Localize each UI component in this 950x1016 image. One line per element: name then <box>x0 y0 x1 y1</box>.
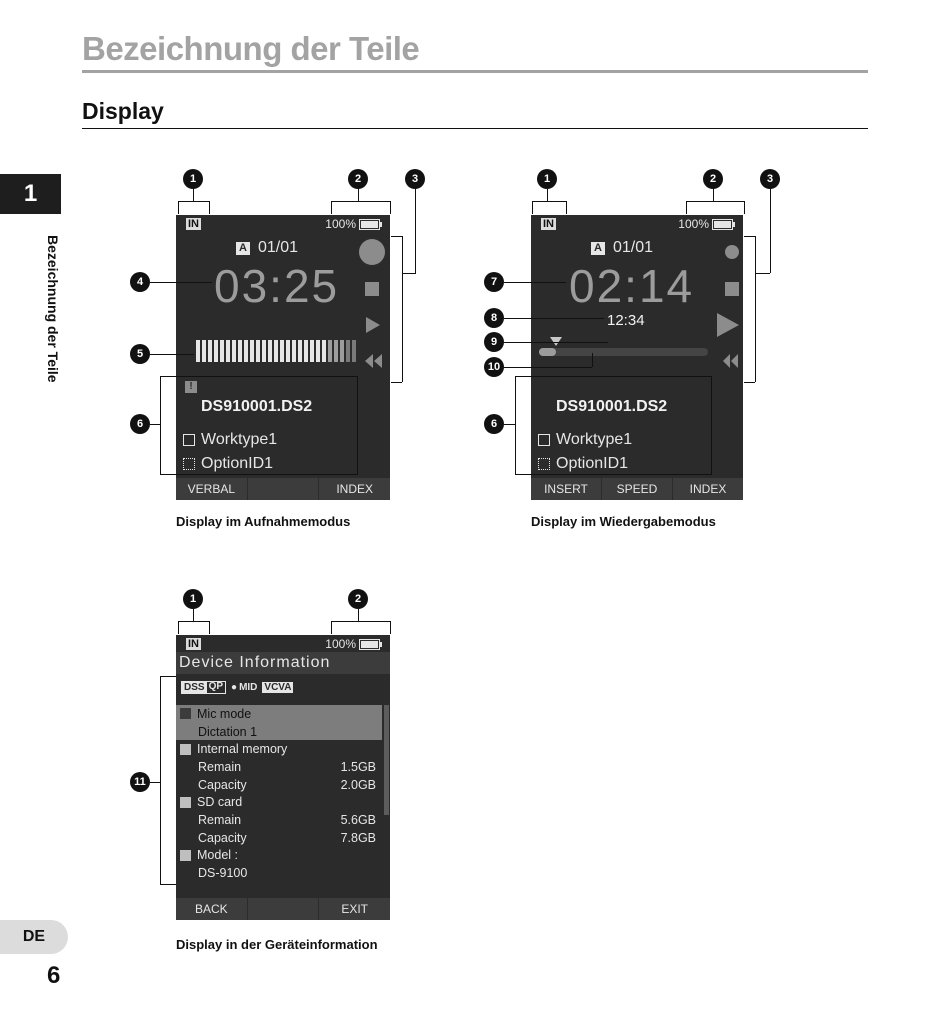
device-info-caption: Display in der Geräteinformation <box>176 937 378 952</box>
dss-badge: DSS <box>184 682 205 693</box>
row-value: 2.0GB <box>340 777 376 792</box>
callout-2-leader <box>358 609 359 621</box>
row-label: Remain <box>198 759 242 774</box>
battery-status <box>325 217 380 231</box>
softkey-index[interactable]: INDEX <box>689 482 727 496</box>
callout-6-leader <box>504 424 515 425</box>
rewind-icon <box>722 353 740 369</box>
callout-4: 4 <box>130 272 150 292</box>
row-label: Capacity <box>198 830 247 845</box>
file-count: 01/01 <box>258 239 299 256</box>
softkey-exit[interactable]: EXIT <box>341 902 369 916</box>
callout-9-leader <box>504 342 608 343</box>
device-info-row[interactable] <box>176 705 382 723</box>
row-label: Internal memory <box>197 742 288 757</box>
row-label: SD card <box>197 795 243 810</box>
scrollbar[interactable] <box>384 705 389 815</box>
mic-icon: ● <box>231 682 238 693</box>
device-info-list[interactable] <box>176 705 382 882</box>
callout-3: 3 <box>405 169 425 189</box>
callout-6-leader <box>150 424 160 425</box>
row-label: Remain <box>198 812 242 827</box>
callout-11-bracket <box>160 676 161 884</box>
callout-2: 2 <box>348 169 368 189</box>
worktype-label: Worktype1 <box>201 431 278 448</box>
battery-icon <box>712 219 733 230</box>
device-info-row[interactable] <box>176 758 382 776</box>
bullet-square-icon <box>180 797 191 808</box>
callout-1: 1 <box>183 589 203 609</box>
file-number <box>591 239 653 257</box>
record-caption: Display im Aufnahmemodus <box>176 514 351 529</box>
file-length: 12:34 <box>607 312 645 329</box>
callout-1-bracket <box>178 201 210 214</box>
callout-4-leader <box>150 282 212 283</box>
callout-3-bottom <box>744 382 755 383</box>
callout-1-leader <box>193 189 194 201</box>
callout-11: 11 <box>130 772 150 792</box>
filename: DS910001.DS2 <box>201 398 313 415</box>
side-chapter-label: Bezeichnung der Teile <box>45 235 61 383</box>
row-value: 7.8GB <box>340 830 376 845</box>
vcva-badge: VCVA <box>264 682 292 693</box>
bullet-square-icon <box>180 708 191 719</box>
callout-3-bracket <box>755 236 756 382</box>
callout-1: 1 <box>183 169 203 189</box>
callout-3-top <box>391 236 402 237</box>
battery-status <box>325 637 380 651</box>
callout-1-bracket <box>178 621 210 634</box>
device-info-row[interactable] <box>176 723 382 741</box>
battery-percent: 100% <box>678 217 709 231</box>
language-tab: DE <box>0 920 68 954</box>
stop-icon <box>365 282 379 296</box>
bullet-square-icon <box>180 744 191 755</box>
status-badges <box>181 681 293 694</box>
option-label: OptionID1 <box>556 455 629 472</box>
progress-bar[interactable] <box>539 348 708 356</box>
callout-11-bottom <box>160 884 176 885</box>
in-indicator: IN <box>188 218 199 230</box>
device-info-row[interactable] <box>176 847 382 865</box>
callout-9: 9 <box>484 332 504 352</box>
callout-7-leader <box>504 282 566 283</box>
battery-status <box>678 217 733 231</box>
callout-8-leader <box>504 318 604 319</box>
callout-1-leader <box>547 189 548 201</box>
softkey-bar <box>531 478 743 500</box>
callout-11-top <box>160 676 176 677</box>
softkey-bar <box>176 478 390 500</box>
option-label: OptionID1 <box>201 455 274 472</box>
callout-6: 6 <box>484 414 504 434</box>
callout-3-tick <box>402 273 416 274</box>
record-icon <box>359 239 385 265</box>
callout-7: 7 <box>484 272 504 292</box>
device-info-row[interactable] <box>176 776 382 794</box>
battery-icon <box>359 639 380 650</box>
callout-1-bracket <box>532 201 567 214</box>
battery-percent: 100% <box>325 637 356 651</box>
callout-3-top <box>744 236 755 237</box>
bullet-square-icon <box>180 850 191 861</box>
row-label: DS-9100 <box>198 866 248 881</box>
page-number: 6 <box>47 962 61 989</box>
worktype-label: Worktype1 <box>556 431 633 448</box>
recording-level-meter <box>196 340 356 362</box>
battery-icon <box>359 219 380 230</box>
rewind-icon <box>364 353 386 369</box>
page-title: Bezeichnung der Teile <box>82 30 420 67</box>
callout-10-riser <box>592 353 593 367</box>
stop-icon <box>725 282 739 296</box>
callout-3-bottom <box>391 382 402 383</box>
softkey-bar <box>176 898 390 920</box>
filename: DS910001.DS2 <box>556 398 668 415</box>
callout-2-leader <box>713 189 714 201</box>
warning-icon: ! <box>185 381 197 393</box>
row-value: 5.6GB <box>340 812 376 827</box>
softkey-verbal[interactable]: VERBAL <box>176 478 248 500</box>
device-info-row[interactable] <box>176 829 382 847</box>
chapter-number: 1 <box>0 174 61 214</box>
callout-3-tick <box>755 273 770 274</box>
play-icon <box>366 317 380 333</box>
record-icon <box>725 245 739 259</box>
folder-badge: A <box>236 242 250 255</box>
playback-time: 02:14 <box>569 260 695 312</box>
device-info-row[interactable] <box>176 740 382 758</box>
play-icon <box>717 313 739 337</box>
callout-5-leader <box>150 354 194 355</box>
row-value: 1.5GB <box>340 759 376 774</box>
callout-2-bracket <box>686 201 745 214</box>
callout-5: 5 <box>130 344 150 364</box>
section-rule <box>82 128 868 129</box>
callout-2: 2 <box>348 589 368 609</box>
in-indicator: IN <box>188 638 199 650</box>
recording-time: 03:25 <box>214 260 340 312</box>
battery-percent: 100% <box>325 217 356 231</box>
softkey-index[interactable]: INDEX <box>336 482 374 496</box>
callout-1-leader <box>193 609 194 621</box>
callout-3-bracket <box>402 236 403 382</box>
callout-2-bracket <box>331 621 391 634</box>
section-title: Display <box>82 98 164 124</box>
row-label: Model : <box>197 848 238 863</box>
device-info-row[interactable] <box>176 793 382 811</box>
folder-badge: A <box>591 242 605 255</box>
callout-1: 1 <box>537 169 557 189</box>
row-label: Mic mode <box>197 706 252 721</box>
row-label: Dictation 1 <box>198 724 258 739</box>
callout-10-leader <box>504 367 592 368</box>
softkey-middle[interactable] <box>248 898 320 920</box>
device-info-header: Device Information <box>176 652 390 674</box>
qp-badge: QP <box>208 681 224 692</box>
callout-2: 2 <box>703 169 723 189</box>
callout-3-leader <box>770 189 771 273</box>
playback-caption: Display im Wiedergabemodus <box>531 514 716 529</box>
callout-3: 3 <box>760 169 780 189</box>
softkey-speed[interactable]: SPEED <box>602 478 673 500</box>
device-info-row[interactable] <box>176 811 382 829</box>
callout-6: 6 <box>130 414 150 434</box>
title-rule <box>82 70 868 73</box>
file-count: 01/01 <box>613 239 654 256</box>
callout-3-leader <box>415 189 416 273</box>
callout-2-leader <box>358 189 359 201</box>
mic-sensitivity <box>231 682 257 693</box>
device-info-row[interactable] <box>176 864 382 882</box>
callout-6-box <box>515 376 712 475</box>
callout-6-box <box>160 376 358 475</box>
device-info-display <box>176 635 390 920</box>
softkey-middle[interactable] <box>248 478 320 500</box>
softkey-insert[interactable]: INSERT <box>531 478 602 500</box>
callout-11-leader <box>150 782 160 783</box>
file-number <box>236 239 298 257</box>
mic-level: MID <box>239 682 258 693</box>
callout-10: 10 <box>484 357 504 377</box>
softkey-back[interactable]: BACK <box>176 898 248 920</box>
row-label: Capacity <box>198 777 247 792</box>
callout-8: 8 <box>484 308 504 328</box>
callout-2-bracket <box>331 201 391 214</box>
progress-fill <box>539 348 556 356</box>
in-indicator: IN <box>543 218 554 230</box>
